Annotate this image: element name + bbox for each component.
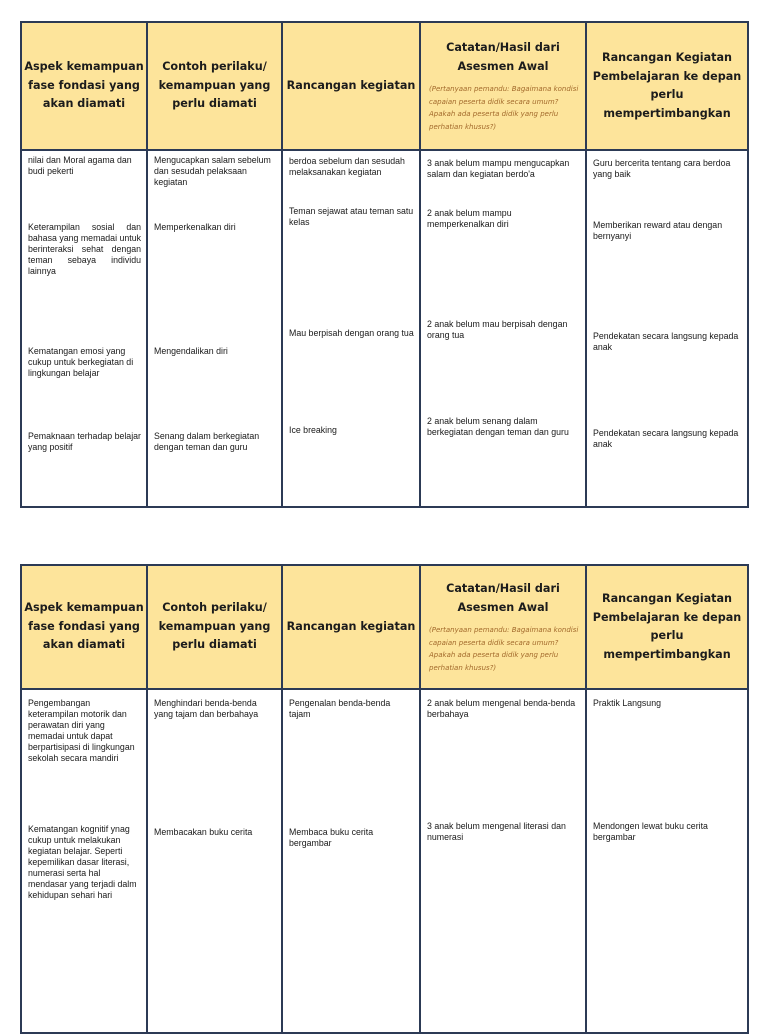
header-guiding-question: (Pertanyaan pemandu: Bagaimana kondisi capaian peserta didik secara umum? Apakah ada peserta didik yang perlu perhatian khusus?) bbox=[429, 626, 579, 672]
table-cell: Mendongen lewat buku cerita bergambar bbox=[593, 821, 708, 842]
table-cell: 2 anak belum mengenal benda-benda berbahaya bbox=[427, 698, 576, 719]
header-catatan-asesmen: Catatan/Hasil dari Asesmen Awal (Pertanyaan pemandu: Bagaimana kondisi capaian peserta didik secara umum? Apakah ada peserta didik yang perlu perhatian khusus?) bbox=[420, 565, 586, 689]
header-rancangan-pembelajaran: Rancangan Kegiatan Pembelajaran ke depan perlu mempertimbangkan bbox=[586, 22, 748, 150]
table-cell: berdoa sebelum dan sesudah melaksanakan kegiatan bbox=[289, 156, 405, 177]
table-cell: Membacakan buku cerita bbox=[154, 827, 253, 837]
column-rancangan-kegiatan bbox=[282, 150, 420, 507]
table-cell: Mau berpisah dengan orang tua bbox=[289, 328, 414, 338]
header-rancangan-pembelajaran: Rancangan Kegiatan Pembelajaran ke depan perlu mempertimbangkan bbox=[586, 565, 748, 689]
header-row bbox=[21, 565, 748, 689]
table-cell: Membaca buku cerita bergambar bbox=[289, 827, 374, 848]
header-contoh-perilaku: Contoh perilaku/ kemampuan yang perlu diamati bbox=[147, 565, 282, 689]
table-cell: Praktik Langsung bbox=[593, 698, 661, 708]
column-catatan-asesmen bbox=[420, 150, 586, 507]
header-contoh-perilaku: Contoh perilaku/ kemampuan yang perlu diamati bbox=[147, 22, 282, 150]
table-cell: Mengucapkan salam sebelum dan sesudah pelaksaan kegiatan bbox=[154, 155, 271, 187]
table-cell: 3 anak belum mengenal literasi dan numerasi bbox=[427, 821, 566, 842]
table-cell: Pengenalan benda-benda tajam bbox=[289, 698, 391, 719]
table-cell: Teman sejawat atau teman satu kelas bbox=[289, 206, 414, 227]
table-cell: Memberikan reward atau dengan bernyanyi bbox=[593, 220, 723, 241]
table-cell: 2 anak belum senang dalam berkegiatan dengan teman dan guru bbox=[427, 416, 569, 437]
table-cell: Kematangan kognitif ynag cukup untuk melakukan kegiatan belajar. Seperti kepemilikan dasar literasi, numerasi serta hal mendasar yang terjadi dalm kehidupan sehari hari bbox=[28, 824, 137, 900]
table-cell: Mengendalikan diri bbox=[154, 346, 228, 356]
header-rancangan-kegiatan: Rancangan kegiatan bbox=[282, 565, 420, 689]
table-cell: Menghindari benda-benda yang tajam dan berbahaya bbox=[154, 698, 259, 719]
column-aspek bbox=[21, 689, 147, 1033]
column-catatan-asesmen bbox=[420, 689, 586, 1033]
column-contoh-perilaku bbox=[147, 150, 282, 507]
header-rancangan-kegiatan: Rancangan kegiatan bbox=[282, 22, 420, 150]
assessment-table-2 bbox=[20, 564, 749, 1034]
table-cell: nilai dan Moral agama dan budi pekerti bbox=[28, 155, 132, 176]
table-cell: 2 anak belum mau berpisah dengan orang tua bbox=[427, 319, 568, 340]
column-rancangan-kegiatan bbox=[282, 689, 420, 1033]
column-rancangan-pembelajaran bbox=[586, 689, 748, 1033]
body-row bbox=[21, 689, 748, 1033]
header-guiding-question: (Pertanyaan pemandu: Bagaimana kondisi capaian peserta didik secara umum? Apakah ada peserta didik yang perlu perhatian khusus?) bbox=[429, 85, 579, 131]
table-cell: Kematangan emosi yang cukup untuk berkegiatan di lingkungan belajar bbox=[28, 346, 134, 378]
column-contoh-perilaku bbox=[147, 689, 282, 1033]
table-cell: 2 anak belum mampu memperkenalkan diri bbox=[427, 208, 512, 229]
table-cell: Keterampilan sosial dan bahasa yang memadai untuk berinteraksi sehat dengan teman sebaya individu lainnya bbox=[28, 222, 141, 276]
column-rancangan-pembelajaran bbox=[586, 150, 748, 507]
assessment-table-1 bbox=[20, 21, 749, 508]
table-cell: Ice breaking bbox=[289, 425, 337, 435]
table-cell: Guru bercerita tentang cara berdoa yang baik bbox=[593, 158, 731, 179]
header-aspek: Aspek kemampuan fase fondasi yang akan diamati bbox=[21, 22, 147, 150]
body-row bbox=[21, 150, 748, 507]
header-catatan-asesmen: Catatan/Hasil dari Asesmen Awal (Pertanyaan pemandu: Bagaimana kondisi capaian peserta didik secara umum? Apakah ada peserta didik yang perlu perhatian khusus?) bbox=[420, 22, 586, 150]
table-cell: Pengembangan keterampilan motorik dan perawatan diri yang memadai untuk dapat berpartisipasi di lingkungan sekolah secara mandiri bbox=[28, 698, 135, 763]
table-cell: Pendekatan secara langsung kepada anak bbox=[593, 428, 739, 449]
table-cell: Pemaknaan terhadap belajar yang positif bbox=[28, 431, 141, 452]
header-row bbox=[21, 22, 748, 150]
table-cell: Senang dalam berkegiatan dengan teman dan guru bbox=[154, 431, 260, 452]
header-aspek: Aspek kemampuan fase fondasi yang akan diamati bbox=[21, 565, 147, 689]
table-cell: Pendekatan secara langsung kepada anak bbox=[593, 331, 739, 352]
column-aspek bbox=[21, 150, 147, 507]
table-cell: Memperkenalkan diri bbox=[154, 222, 236, 232]
table-cell: 3 anak belum mampu mengucapkan salam dan kegiatan berdo'a bbox=[427, 158, 570, 179]
